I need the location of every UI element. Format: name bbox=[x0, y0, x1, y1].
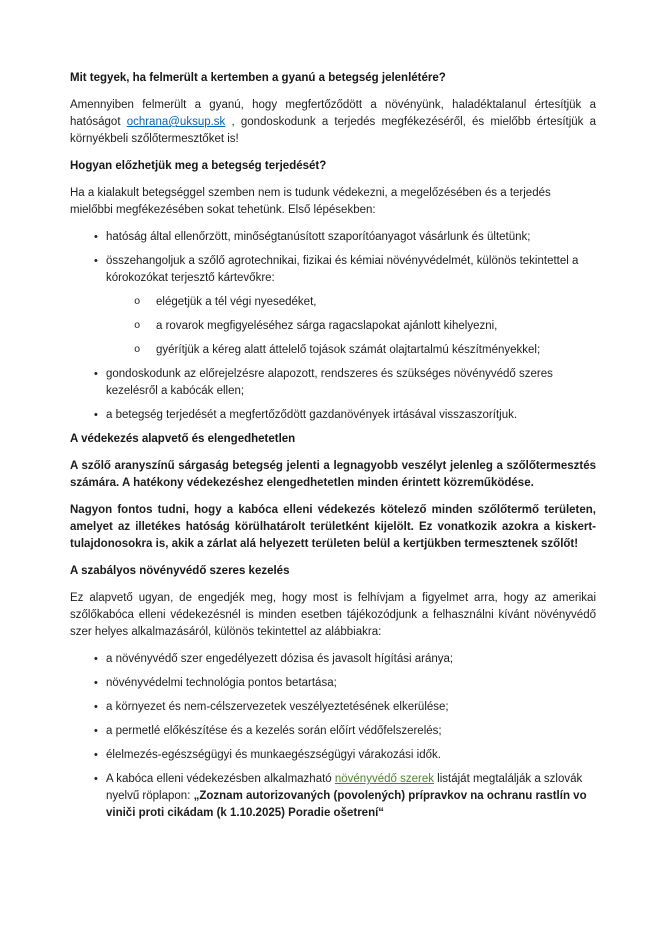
list-item-text: hatóság által ellenőrzött, minőségtanúsított szaporítóanyagot vásárlunk és ültetünk; bbox=[106, 231, 531, 243]
para-suspicion-post: , gondoskodunk a terjedés megfékezéséről, és mielőbb értesítjük a környékbeli szőlőtermesztőket is! bbox=[70, 116, 596, 145]
leaflet-quote: „Zoznam autorizovaných (povolených) prípravkov na ochranu rastlín vo viniči proti cikádam (k 1.10.2025) Poradie ošetrení“ bbox=[106, 790, 587, 819]
leaflet-mid: listáját megtalálják a szlovák nyelvű röplapon: bbox=[106, 773, 583, 802]
list-item-text: a betegség terjedését a megfertőződött gazdanövények irtásával visszaszorítjuk. bbox=[106, 409, 518, 421]
para-mandatory: Nagyon fontos tudni, hogy a kabóca elleni védekezés kötelező minden szőlőtermő területen, amelyet az illetékes hatóság körülhatárolt területként kijelölt. Ez vonatkozik azokra a kiskert-tulajdonosokra is, akik a zárlat alá helyezett területen belül a kertjükben termesztenek szőlőt! bbox=[70, 504, 596, 550]
list-item-text: gyérítjük a kéreg alatt áttelelő tojások számát olajtartalmú készítményekkel; bbox=[156, 344, 541, 356]
leaflet-pre: A kabóca elleni védekezésben alkalmazható bbox=[106, 773, 335, 785]
para-suspicion-pre: Amennyiben felmerült a gyanú, hogy megfertőződött a növényünk, haladéktalanul értesítjük a hatóságot bbox=[70, 99, 596, 128]
pesticide-list-link[interactable]: növényvédő szerek bbox=[334, 773, 434, 785]
list-item bbox=[70, 675, 596, 692]
list-item-text: a környezet és nem-célszervezetek veszélyeztetésének elkerülése; bbox=[106, 701, 449, 713]
bullet-icon: • bbox=[94, 677, 98, 689]
heading-prevention: Hogyan előzhetjük meg a betegség terjedését? bbox=[70, 160, 327, 172]
prevention-list bbox=[70, 229, 596, 424]
bullet-icon: • bbox=[94, 255, 98, 267]
email-link[interactable]: ochrana@uksup.sk bbox=[126, 116, 226, 128]
circle-bullet-icon: o bbox=[134, 344, 141, 356]
list-item-text: élelmezés-egészségügyi és munkaegészségügyi várakozási idők. bbox=[106, 749, 441, 761]
list-item-text: növényvédelmi technológia pontos betartása; bbox=[106, 677, 337, 689]
para-treatment: Ez alapvető ugyan, de engedjék meg, hogy most is felhívjam a figyelmet arra, hogy az amerikai szőlőkabóca elleni védekezésnél is minden esetben tájékozódjunk a felhasználni kívánt növényvédő szer helyes alkalmazásáról, különös tekintettel az alábbiakra: bbox=[70, 592, 596, 638]
list-item bbox=[70, 699, 596, 716]
circle-bullet-icon: o bbox=[134, 320, 141, 332]
list-item-leaflet bbox=[70, 771, 596, 822]
list-item-text: a növényvédő szer engedélyezett dózisa és javasolt hígítási aránya; bbox=[106, 653, 454, 665]
list-item bbox=[70, 253, 596, 287]
heading-treatment: A szabályos növényvédő szeres kezelés bbox=[70, 565, 290, 577]
list-item bbox=[70, 407, 596, 424]
sub-list-item bbox=[70, 342, 596, 359]
sub-list-item bbox=[70, 318, 596, 335]
bullet-icon: • bbox=[94, 749, 98, 761]
bullet-icon: • bbox=[94, 409, 98, 421]
list-item-text: elégetjük a tél végi nyesedéket, bbox=[156, 296, 317, 308]
sub-list-item bbox=[70, 294, 596, 311]
list-item bbox=[70, 723, 596, 740]
para-suspicion bbox=[70, 97, 596, 148]
list-item-text: gondoskodunk az előrejelzésre alapozott, rendszeres és szükséges növényvédő szeres kezelésről a kabócák ellen; bbox=[106, 368, 553, 397]
bullet-icon: • bbox=[94, 653, 98, 665]
bullet-icon: • bbox=[94, 773, 98, 785]
bullet-icon: • bbox=[94, 368, 98, 380]
heading-defense: A védekezés alapvető és elengedhetetlen bbox=[70, 433, 296, 445]
list-item-text: a permetlé előkészítése és a kezelés során előírt védőfelszerelés; bbox=[106, 725, 442, 737]
para-prevention: Ha a kialakult betegséggel szemben nem is tudunk védekezni, a megelőzésében és a terjedés mielőbbi megfékezésében sokat tehetünk. Első lépésekben: bbox=[70, 187, 551, 216]
list-item bbox=[70, 747, 596, 764]
list-item bbox=[70, 229, 596, 246]
bullet-icon: • bbox=[94, 701, 98, 713]
list-item-text: a rovarok megfigyeléséhez sárga ragacslapokat ajánlott kihelyezni, bbox=[156, 320, 498, 332]
bullet-icon: • bbox=[94, 725, 98, 737]
treatment-list bbox=[70, 651, 596, 822]
list-item bbox=[70, 651, 596, 668]
list-item bbox=[70, 366, 596, 400]
heading-suspicion: Mit tegyek, ha felmerült a kertemben a gyanú a betegség jelenlétére? bbox=[70, 72, 446, 84]
para-threat: A szőlő aranyszínű sárgaság betegség jelenti a legnagyobb veszélyt jelenleg a szőlőtermesztés számára. A hatékony védekezéshez elengedhetetlen minden érintett közreműködése. bbox=[70, 460, 596, 489]
circle-bullet-icon: o bbox=[134, 296, 141, 308]
bullet-icon: • bbox=[94, 231, 98, 243]
list-item-text: összehangoljuk a szőlő agrotechnikai, fizikai és kémiai növényvédelmét, különös tekintettel a kórokozókat terjesztő kártevőkre: bbox=[106, 255, 579, 284]
